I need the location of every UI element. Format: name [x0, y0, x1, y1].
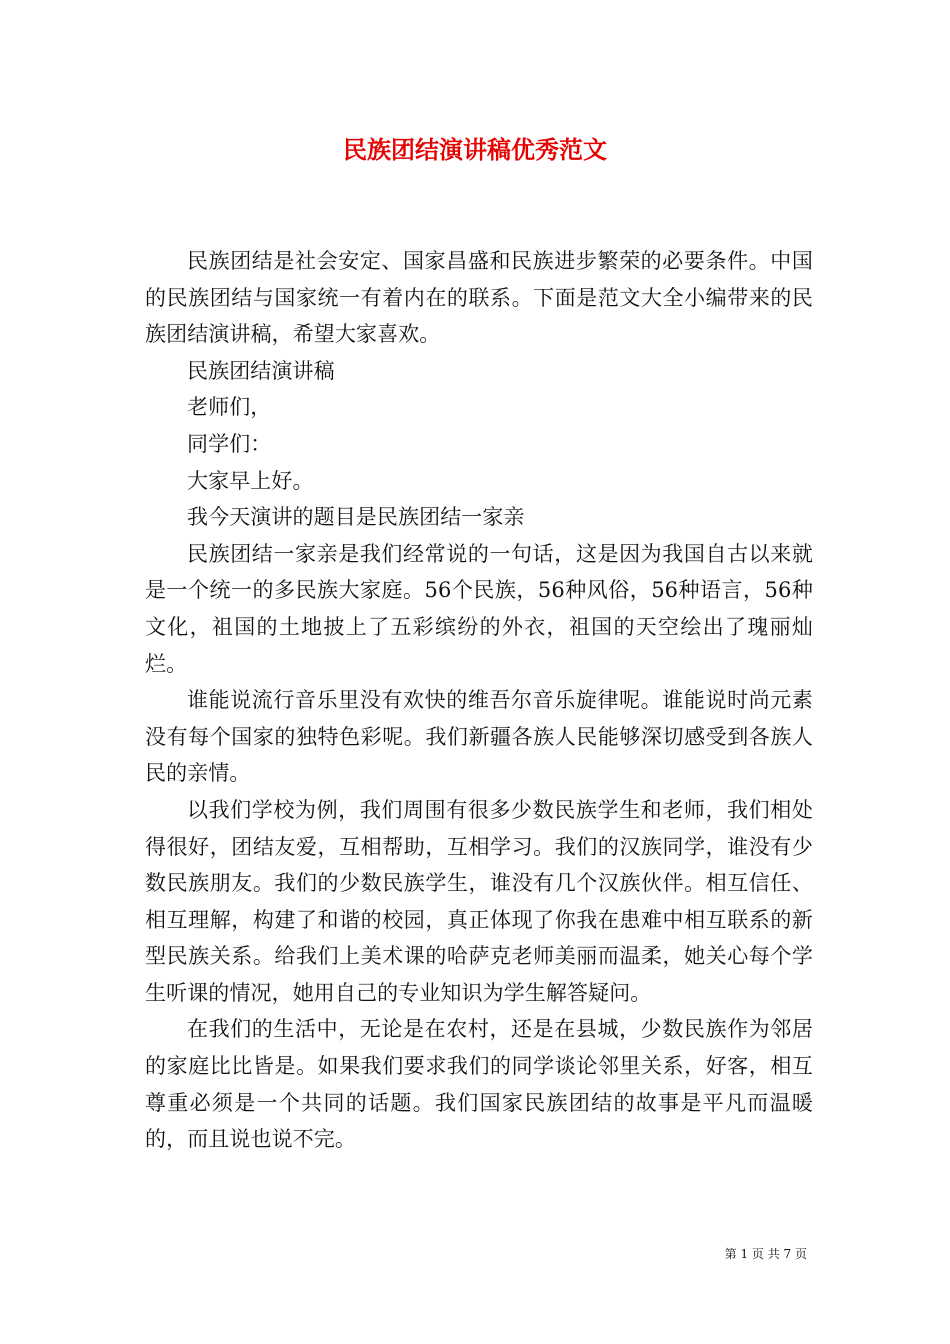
paragraph-body-4: 在我们的生活中，无论是在农村，还是在县城，少数民族作为邻居的家庭比比皆是。如果我们要求我们的同学谈论邻里关系，好客，相互尊重必须是一个共同的话题。我们国家民族团结的故事是平凡而温暖的，而且说也说不完。	[145, 1017, 813, 1152]
page-number-footer: 第 1 页 共 7 页	[724, 1247, 807, 1261]
paragraph-body-3: 以我们学校为例，我们周围有很多少数民族学生和老师，我们相处得很好，团结友爱，互相帮助，互相学习。我们的汉族同学，谁没有少数民族朋友。我们的少数民族学生，谁没有几个汉族伙伴。相互信任、相互理解，构建了和谐的校园，真正体现了你我在患难中相互联系的新型民族关系。给我们上美术课的哈萨克老师美丽而温柔，她关心每个学生听课的情况，她用自己的专业知识为学生解答疑问。	[145, 797, 813, 1005]
paragraph-intro: 民族团结是社会安定、国家昌盛和民族进步繁荣的必要条件。中国的民族团结与国家统一有着内在的联系。下面是范文大全小编带来的民族团结演讲稿，希望大家喜欢。	[145, 249, 813, 347]
paragraph-speech-heading: 民族团结演讲稿	[187, 358, 335, 383]
paragraph-greeting-students: 同学们：	[187, 431, 272, 456]
paragraph-topic: 我今天演讲的题目是民族团结一家亲	[187, 505, 525, 530]
document-body	[145, 243, 813, 1158]
paragraph-body-2: 谁能说流行音乐里没有欢快的维吾尔音乐旋律呢。谁能说时尚元素没有每个国家的独特色彩呢。我们新疆各族人民能够深切感受到各族人民的亲情。	[145, 688, 813, 786]
paragraph-good-morning: 大家早上好。	[187, 468, 314, 493]
paragraph-body-1: 民族团结一家亲是我们经常说的一句话，这是因为我国自古以来就是一个统一的多民族大家庭。56个民族，56种风俗，56种语言，56种文化，祖国的土地披上了五彩缤纷的外衣，祖国的天空绘出了瑰丽灿烂。	[145, 541, 813, 676]
document-title: 民族团结演讲稿优秀范文	[343, 135, 607, 164]
paragraph-greeting-teachers: 老师们，	[187, 395, 272, 420]
